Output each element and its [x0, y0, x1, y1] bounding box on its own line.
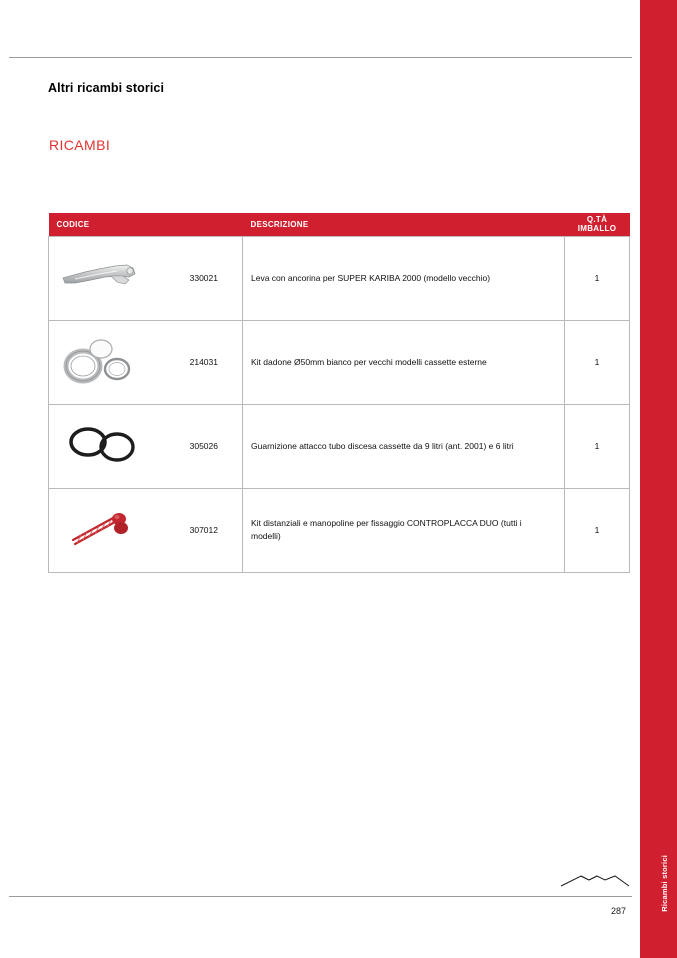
- row-quantity: 1: [565, 320, 630, 404]
- table-row: [49, 236, 630, 320]
- table-header: [49, 213, 630, 236]
- header-quantity-line2: IMBALLO: [577, 224, 617, 234]
- parts-table-wrapper: [48, 213, 629, 573]
- page-tab-marker-icon: [559, 872, 631, 892]
- table-row: [49, 320, 630, 404]
- guarnizione-attacco-tubo-icon: [55, 414, 155, 474]
- row-code: 330021: [161, 236, 243, 320]
- row-quantity: 1: [565, 236, 630, 320]
- header-image: CODICE: [49, 213, 161, 236]
- row-quantity: 1: [565, 404, 630, 488]
- row-code: 214031: [161, 320, 243, 404]
- row-description: Kit distanziali e manopoline per fissaggio CONTROPLACCA DUO (tutti i modelli): [243, 488, 565, 572]
- side-tab-label: Ricambi storici: [660, 855, 669, 912]
- header-quantity: [565, 213, 630, 236]
- row-description: Kit dadone Ø50mm bianco per vecchi modelli cassette esterne: [243, 320, 565, 404]
- row-image-cell: [49, 488, 161, 572]
- header-quantity-line1: Q.TÀ: [586, 215, 608, 225]
- row-code: 307012: [161, 488, 243, 572]
- row-quantity: 1: [565, 488, 630, 572]
- parts-table: [48, 213, 630, 573]
- table-row: [49, 404, 630, 488]
- row-code: 305026: [161, 404, 243, 488]
- table-body: [49, 236, 630, 572]
- table-row: [49, 488, 630, 572]
- row-image-cell: [49, 236, 161, 320]
- top-divider: [9, 57, 632, 58]
- bottom-divider: [9, 896, 632, 897]
- row-description: Leva con ancorina per SUPER KARIBA 2000 (modello vecchio): [243, 236, 565, 320]
- table-header-row: [49, 213, 630, 236]
- page-number: 287: [610, 906, 626, 916]
- leva-con-ancorina-icon: [55, 246, 155, 306]
- row-image-cell: [49, 320, 161, 404]
- kit-dadone-icon: [55, 330, 155, 390]
- kit-distanziali-manopoline-icon: [55, 498, 155, 558]
- header-description: DESCRIZIONE: [243, 213, 565, 236]
- header-code-spacer: [161, 213, 243, 236]
- row-description: Guarnizione attacco tubo discesa cassette da 9 litri (ant. 2001) e 6 litri: [243, 404, 565, 488]
- side-band: [640, 0, 677, 958]
- section-title: RICAMBI: [49, 137, 111, 153]
- page-title: Altri ricambi storici: [48, 81, 165, 95]
- row-image-cell: [49, 404, 161, 488]
